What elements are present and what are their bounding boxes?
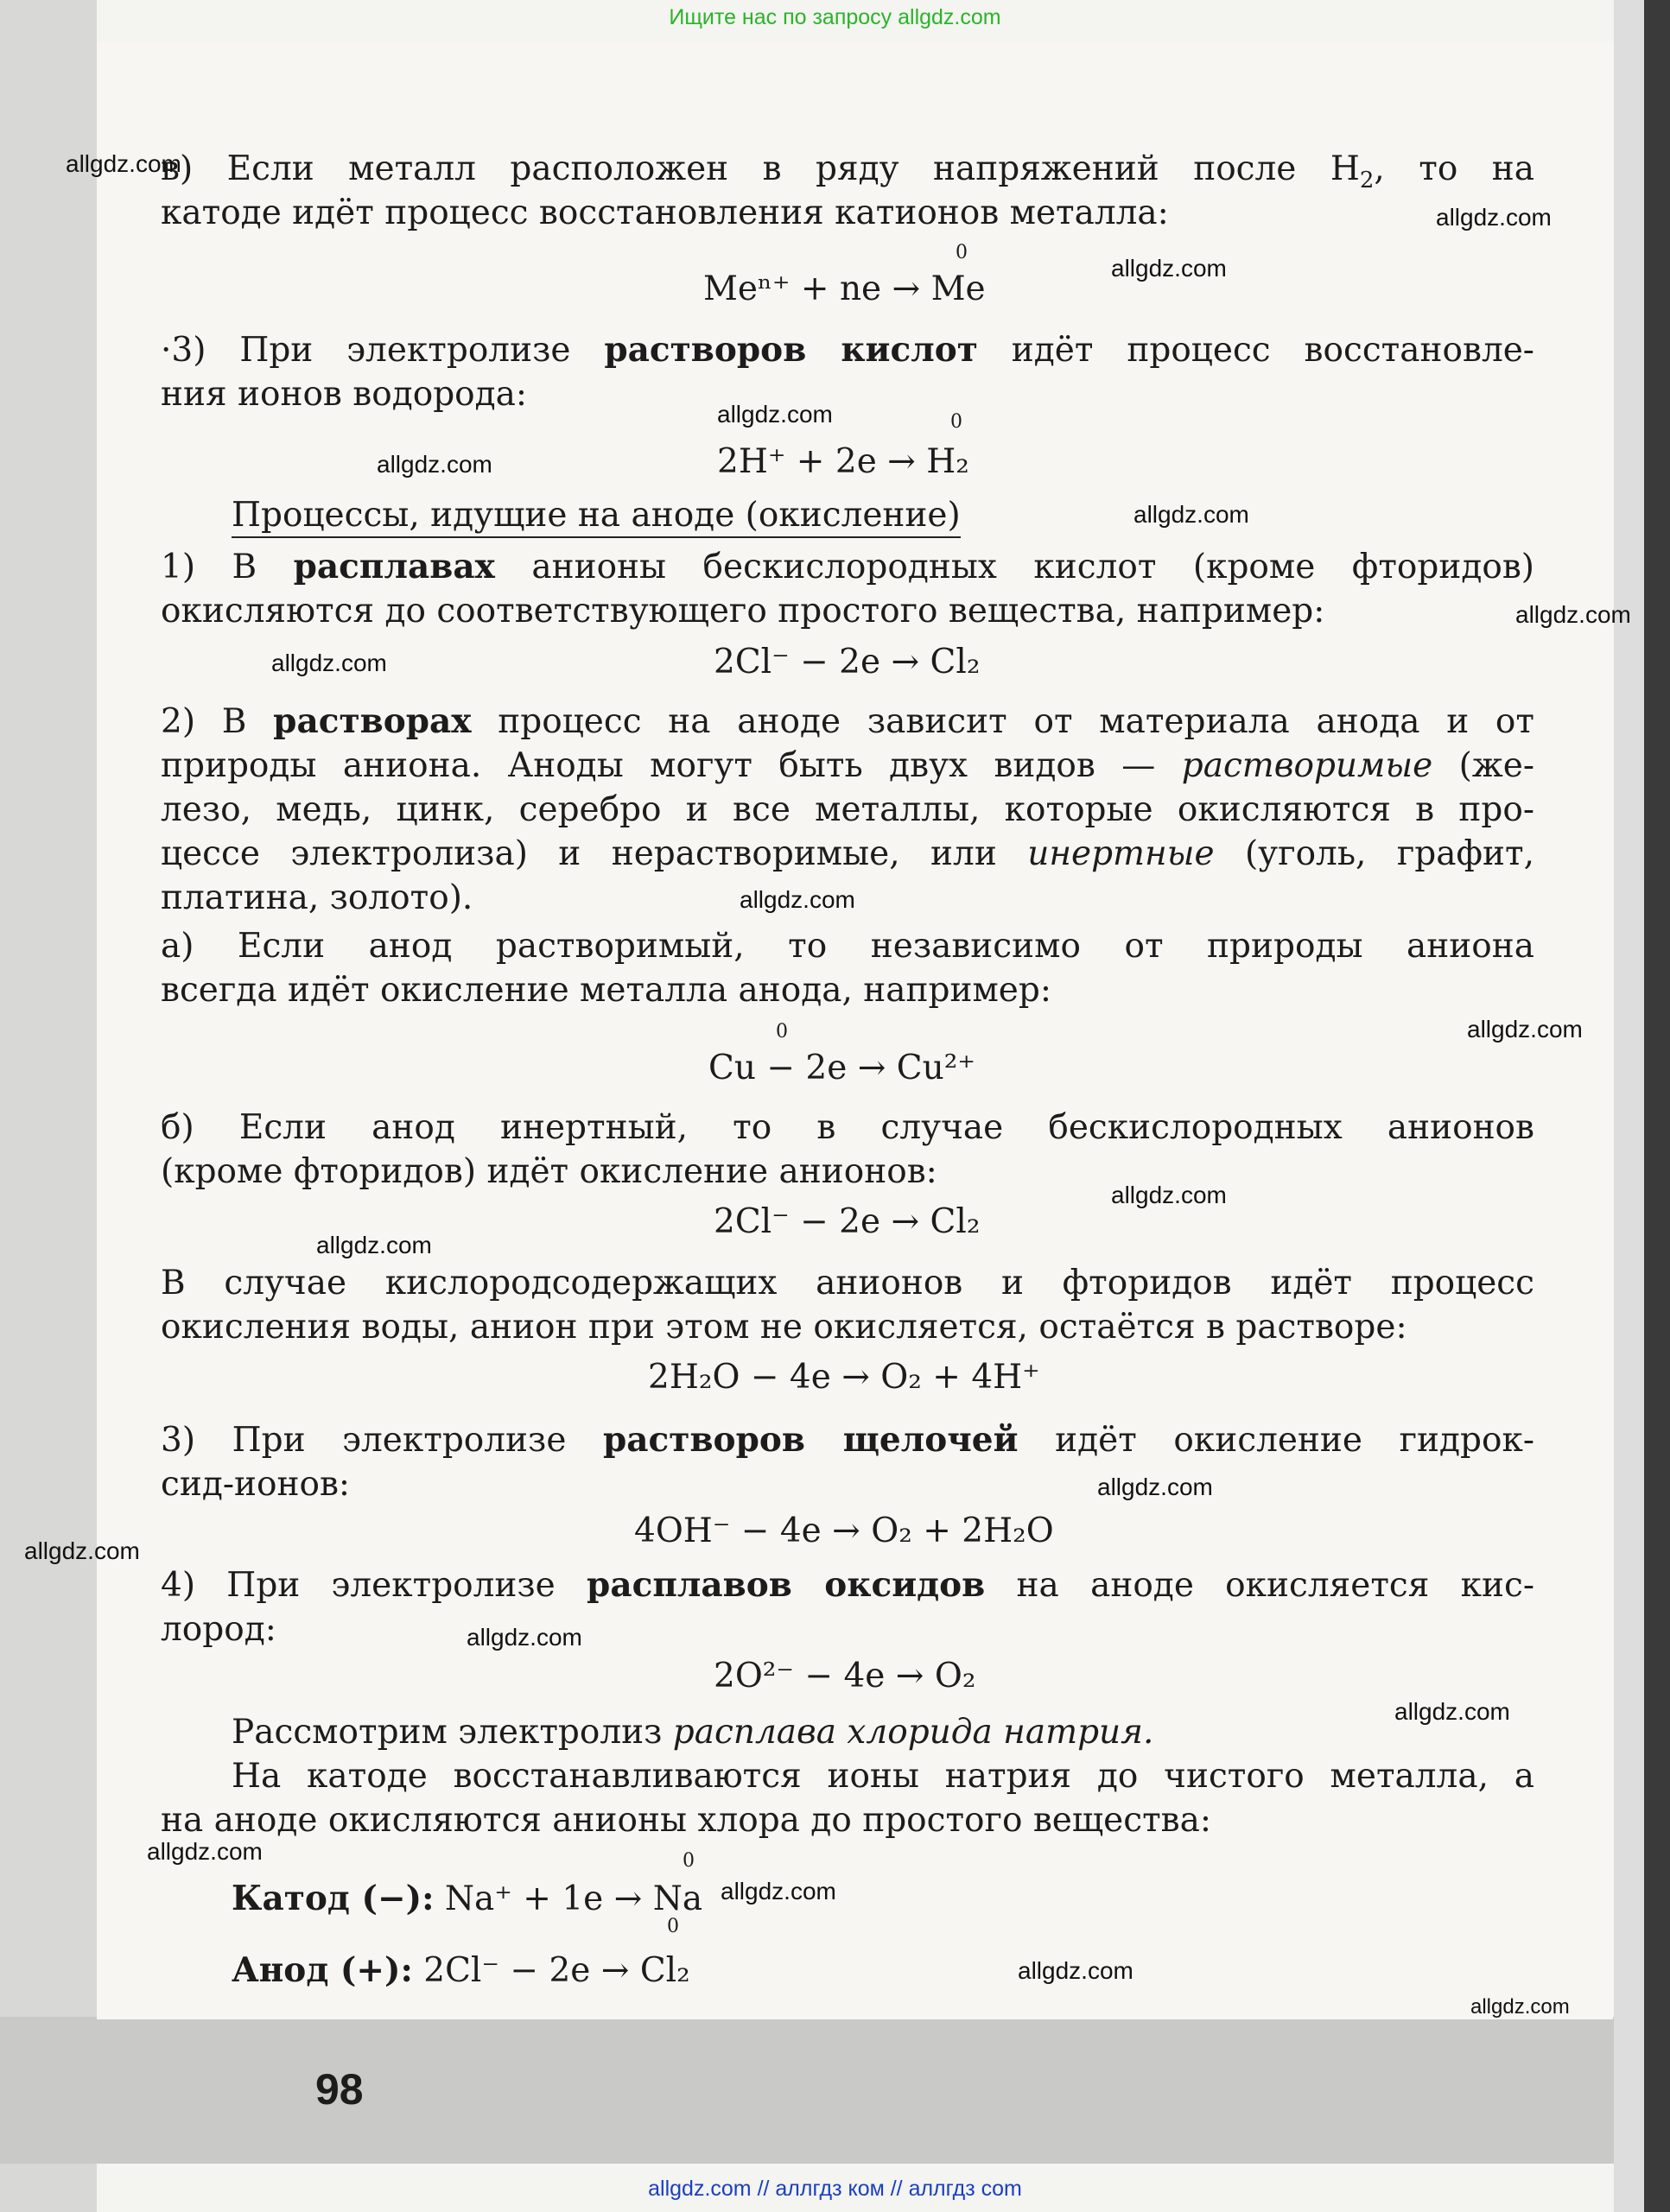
watermark-top[interactable]: Ищите нас по запросу allgdz.com (669, 5, 1001, 29)
bottom-margin (0, 2017, 1641, 2164)
bold-term: расплавов оксидов (587, 1565, 986, 1605)
watermark[interactable]: allgdz.com (316, 1232, 432, 1258)
cathode-line (232, 1879, 702, 1918)
formula-anode-3: 4OH⁻ − 4e → O₂ + 2H₂O (634, 1512, 1054, 1550)
formula-anode-c: 2H₂O − 4e → O₂ + 4H⁺ (648, 1358, 1040, 1397)
paragraph-anode-4-cont: лород: (161, 1610, 276, 1649)
watermark[interactable]: allgdz.com (1467, 1016, 1583, 1043)
oxidation-zero: 0 (776, 1021, 788, 1043)
formula-anode-a: Cu − 2e → Cu²⁺ (708, 1049, 975, 1087)
formula-cathode-v: Meⁿ⁺ + ne → Me (703, 269, 986, 308)
watermark[interactable]: allgdz.com (1515, 601, 1631, 628)
oxidation-zero: 0 (683, 1850, 695, 1872)
watermark[interactable]: allgdz.com (1470, 1995, 1570, 2019)
watermark-bottom[interactable]: allgdz.com // аллгдз ком // аллгдз com (648, 2177, 1022, 2201)
paragraph-anode-3-cont: сид-ионов: (161, 1465, 351, 1504)
paragraph-anode-3: 3) При электролизе растворов щелочей идёт окисление гидрок- (161, 1420, 1535, 1460)
paragraph-anode-2: 2) В растворах процесс на аноде зависит от материала анода и от (161, 701, 1534, 741)
watermark[interactable]: allgdz.com (147, 1838, 263, 1865)
paragraph-anode-2-l2: природы аниона. Аноды могут быть двух видов — растворимые (же- (161, 746, 1534, 785)
paragraph-anode-c: В случае кислородсодержащих анионов и фторидов идёт процесс (161, 1264, 1534, 1302)
paragraph-example-text-cont: на аноде окисляются анионы хлора до простого вещества: (161, 1801, 1211, 1840)
oxidation-zero: 0 (956, 242, 968, 263)
watermark[interactable]: allgdz.com (1394, 1698, 1510, 1725)
bold-term: растворов щелочей (603, 1420, 1019, 1460)
page-edge (1614, 0, 1644, 2212)
watermark[interactable]: allgdz.com (740, 886, 855, 913)
watermark[interactable]: allgdz.com (377, 451, 492, 478)
paragraph-anode-c-cont: окисления воды, анион при этом не окисляется, остаётся в растворе: (161, 1308, 1407, 1347)
oxidation-zero: 0 (950, 411, 962, 433)
cathode-equation: Na⁺ + 1e → Na (444, 1879, 703, 1918)
paragraph-anode-a: а) Если анод растворимый, то независимо от природы аниона (161, 927, 1534, 966)
watermark[interactable]: allgdz.com (271, 650, 387, 676)
bold-term: растворов кислот (604, 330, 978, 370)
paragraph-anode-b-cont: (кроме фторидов) идёт окисление анионов: (161, 1152, 937, 1191)
watermark[interactable]: allgdz.com (1018, 1957, 1133, 1984)
paragraph-cathode-3: ·3) При электролизе растворов кислот идёт процесс восстановле- (161, 330, 1534, 370)
watermark[interactable]: allgdz.com (1111, 255, 1227, 282)
formula-anode-4: 2O²⁻ − 4e → O₂ (714, 1657, 976, 1695)
formula-anode-1: 2Cl⁻ − 2e → Cl₂ (714, 643, 981, 681)
paragraph-example-intro: Рассмотрим электролиз расплава хлорида натрия. (232, 1713, 1154, 1752)
paragraph-cathode-v-cont: катоде идёт процесс восстановления катионов металла: (161, 193, 1169, 232)
watermark[interactable]: allgdz.com (1097, 1474, 1213, 1500)
paragraph-anode-b: б) Если анод инертный, то в случае бескислородных анионов (161, 1108, 1534, 1147)
watermark[interactable]: allgdz.com (717, 401, 833, 428)
paragraph-anode-2-l4: цессе электролиза) и нерастворимые, или инертные (уголь, графит, (161, 834, 1534, 873)
paragraph-cathode-v: в) Если металл расположен в ряду напряжений после $H_2$, то на (161, 149, 1534, 193)
paragraph-anode-2-l5: платина, золото). (161, 878, 473, 917)
paragraph-anode-a-cont: всегда идёт окисление металла анода, например: (161, 971, 1051, 1010)
bold-term: растворах (273, 701, 472, 741)
paragraph-anode-2-l3: лезо, медь, цинк, серебро и все металлы, которые окисляются в про- (161, 790, 1534, 829)
paragraph-cathode-3-cont: ния ионов водорода: (161, 375, 528, 414)
bold-term: расплавах (293, 547, 495, 586)
cathode-label: Катод (−): (232, 1879, 435, 1918)
watermark[interactable]: allgdz.com (1133, 501, 1249, 528)
watermark[interactable]: allgdz.com (1111, 1182, 1227, 1208)
page-number: 98 (315, 2065, 364, 2114)
formula-cathode-3: 2H⁺ + 2e → H₂ (717, 442, 969, 481)
watermark[interactable]: allgdz.com (721, 1878, 836, 1905)
watermark[interactable]: allgdz.com (66, 150, 181, 177)
paragraph-example-text: На катоде восстанавливаются ионы натрия до чистого металла, а (232, 1757, 1534, 1796)
anode-label: Анод (+): (232, 1950, 413, 1990)
oxidation-zero: 0 (667, 1916, 679, 1937)
anode-equation: 2Cl⁻ − 2e → Cl₂ (423, 1951, 690, 1990)
anode-line (232, 1950, 690, 1990)
watermark[interactable]: allgdz.com (467, 1624, 582, 1651)
left-margin (0, 0, 97, 2212)
paragraph-anode-1: 1) В расплавах анионы бескислородных кислот (кроме фторидов) (161, 547, 1534, 586)
watermark[interactable]: allgdz.com (1436, 204, 1552, 231)
section-heading: Процессы, идущие на аноде (окисление) (232, 496, 961, 538)
formula-anode-b: 2Cl⁻ − 2e → Cl₂ (714, 1202, 981, 1241)
watermark[interactable]: allgdz.com (24, 1537, 140, 1564)
paragraph-anode-1-cont: окисляются до соответствующего простого вещества, например: (161, 592, 1325, 631)
book-spine (1644, 0, 1670, 2212)
paragraph-anode-4: 4) При электролизе расплавов оксидов на аноде окисляется кис- (161, 1565, 1535, 1605)
